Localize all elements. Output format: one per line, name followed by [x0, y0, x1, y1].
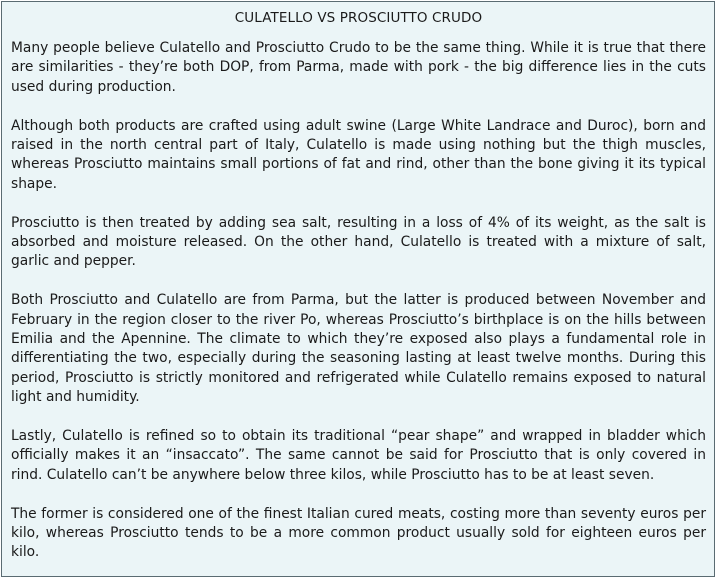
article-title: CULATELLO VS PROSCIUTTO CRUDO — [234, 10, 483, 26]
paragraph-3: Prosciutto is then treated by adding sea salt, resulting in a loss of 4% of its weight, as the salt is absorbed and moisture released. On the other hand, Culatello is treated with a mixture of salt, garlic and pepper. — [11, 214, 706, 270]
paragraph-1: Many people believe Culatello and Prosciutto Crudo to be the same thing. While it is true that there are similarities - they’re both DOP, from Parma, made with pork - the big difference lies in the cuts used during production. — [11, 40, 706, 95]
article-panel — [1, 1, 715, 577]
paragraph-4: Both Prosciutto and Culatello are from Parma, but the latter is produced between November and February in the region closer to the river Po, whereas Prosciutto’s birthplace is on the hills between Emilia and the Apennine. The climate to which they’re exposed also plays a fundamental role in differentiating the two, especially during the seasoning lasting at least twelve months. During this period, Prosciutto is strictly monitored and refrigerated while Culatello remains exposed to natural light and humidity. — [11, 292, 706, 406]
paragraph-6: The former is considered one of the finest Italian cured meats, costing more than seventy euros per kilo, whereas Prosciutto tends to be a more common product usually sold for eighteen euros per kilo. — [11, 505, 706, 561]
paragraph-5: Lastly, Culatello is refined so to obtain its traditional “pear shape” and wrapped in bladder which officially makes it an “insaccato”. The same cannot be said for Prosciutto that is only covered in rind. Culatello can’t be anywhere below three kilos, while Prosciutto has to be at least seven. — [11, 428, 706, 483]
paragraph-2: Although both products are crafted using adult swine (Large White Landrace and Duroc), born and raised in the north central part of Italy, Culatello is made using nothing but the thigh muscles, whereas Prosciutto maintains small portions of fat and rind, other than the bone giving it its typical shape. — [11, 117, 706, 192]
